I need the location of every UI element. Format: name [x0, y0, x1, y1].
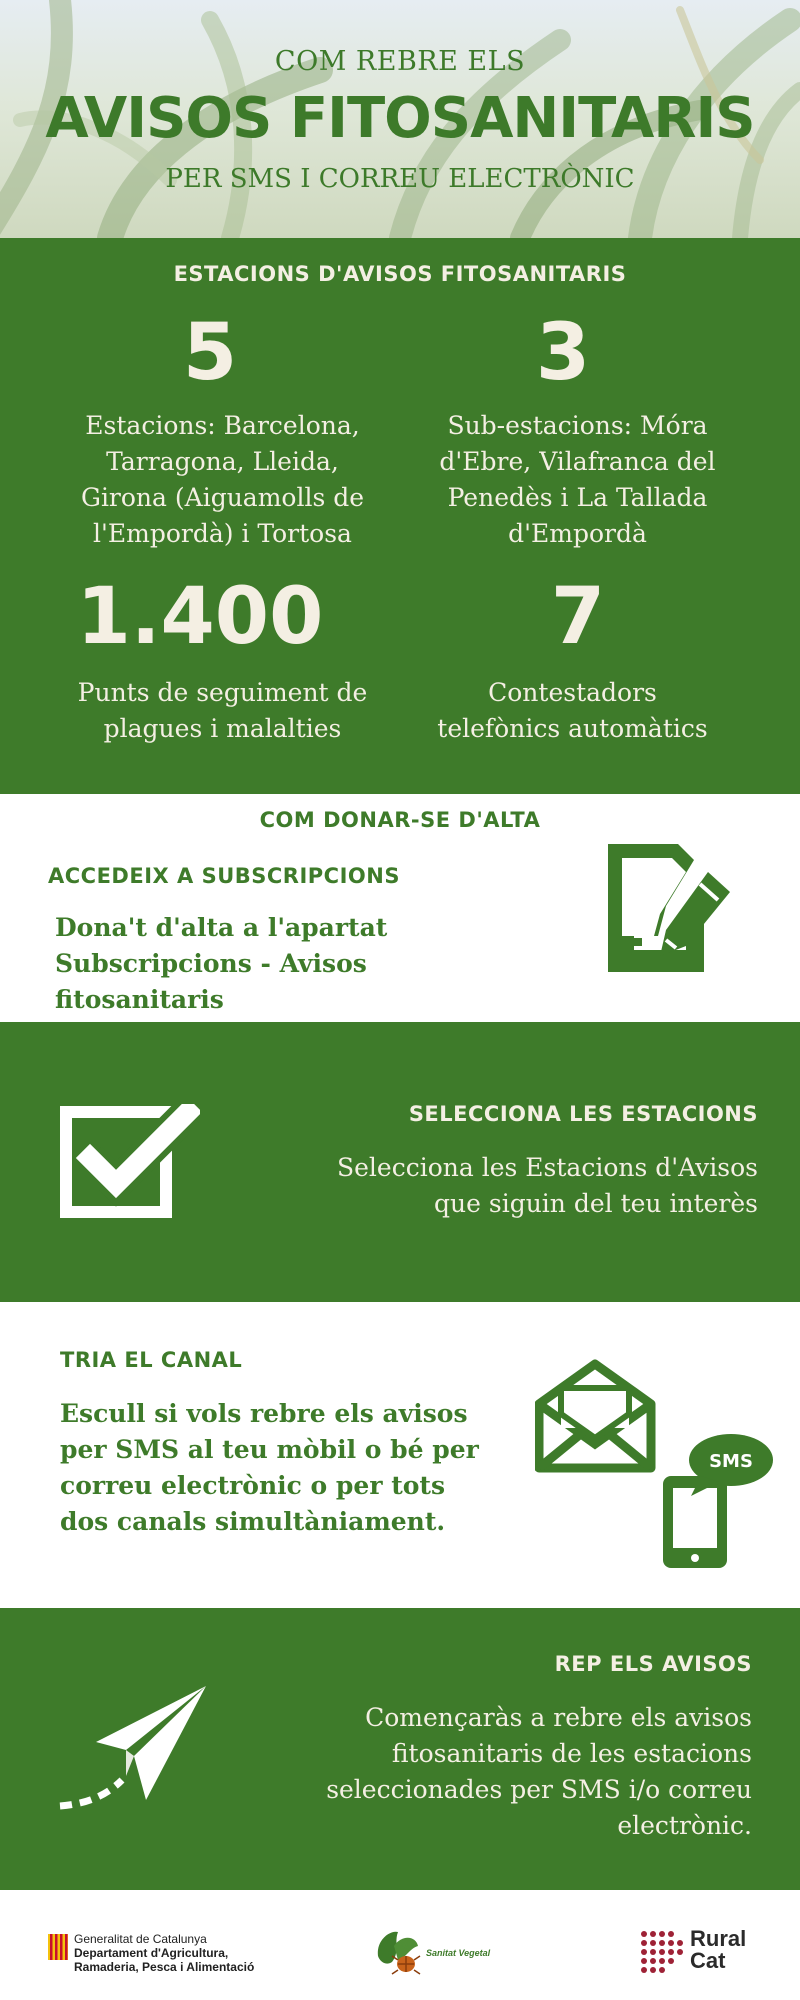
leaf-bug-icon: [372, 1926, 424, 1978]
stat-number-stations: 5: [182, 308, 238, 398]
stat-desc-stations: Estacions: Barcelona, Tarragona, Lleida, Girona (Aiguamolls de l'Empordà) i Tortosa: [80, 411, 365, 548]
select-stations-section: [0, 1022, 800, 1302]
envelope-icon: [539, 1364, 651, 1468]
step-3-text: Escull si vols rebre els avisos per SMS al teu mòbil o bé per correu electrònic o per tots dos canals simultàniament.: [60, 1399, 479, 1536]
step-2-text: Selecciona les Estacions d'Avisos que siguin del teu interès: [337, 1153, 758, 1218]
stations-title: ESTACIONS D'AVISOS FITOSANITARIS: [173, 262, 627, 286]
generalitat-logo: [48, 1932, 255, 1974]
ruralcat-dots-icon: [640, 1930, 684, 1974]
sms-bubble-icon: [689, 1434, 773, 1496]
ruralcat-text-line-1: Rural: [690, 1926, 747, 1951]
catalan-flag-icon: [48, 1934, 68, 1960]
stat-number-answering-machines: 7: [550, 572, 606, 662]
step-4-title: REP ELS AVISOS: [554, 1652, 752, 1676]
header-line-3: PER SMS I CORREU ELECTRÒNIC: [165, 164, 635, 194]
header-main-title: AVISOS FITOSANITARIS: [45, 86, 755, 151]
receive-alerts-section: [0, 1608, 800, 1890]
sanitat-vegetal-logo: [372, 1926, 491, 1983]
ruralcat-text-line-2: Cat: [690, 1948, 726, 1973]
header-banner: [0, 0, 800, 238]
department-name-line-1: Departament d'Agricultura,: [74, 1946, 229, 1960]
signup-title: COM DONAR-SE D'ALTA: [259, 808, 541, 832]
checkbox-icon: [60, 1104, 200, 1224]
stat-number-monitoring-points: 1.400: [76, 572, 324, 662]
email-sms-icon: [535, 1358, 775, 1568]
department-name-line-2: Ramaderia, Pesca i Alimentació: [74, 1960, 255, 1974]
paper-plane-icon: [56, 1680, 216, 1820]
step-1-title: ACCEDEIX A SUBSCRIPCIONS: [48, 864, 400, 888]
step-1-text: Dona't d'alta a l'apartat Subscripcions - Avisos fitosanitaris: [55, 913, 388, 1014]
stat-number-substations: 3: [535, 308, 591, 398]
stat-desc-answering-machines: Contestadors telefònics automàtics: [437, 678, 708, 743]
signed-document-icon: [600, 842, 740, 982]
stat-desc-substations: Sub-estacions: Móra d'Ebre, Vilafranca del Penedès i La Tallada d'Empordà: [439, 411, 716, 548]
generalitat-name: Generalitat de Catalunya: [74, 1932, 207, 1946]
choose-channel-section: [0, 1302, 800, 1608]
step-2-title: SELECCIONA LES ESTACIONS: [408, 1102, 758, 1126]
signup-section: [0, 794, 800, 1022]
footer-logos: [0, 1890, 800, 2000]
header-line-1: COM REBRE ELS: [274, 46, 526, 77]
step-3-title: TRIA EL CANAL: [60, 1348, 243, 1372]
step-4-text: Començaràs a rebre els avisos fitosanitaris de les estacions seleccionades per SMS i/o correu electrònic.: [326, 1703, 752, 1840]
stat-desc-monitoring-points: Punts de seguiment de plagues i malalties: [77, 678, 368, 743]
stations-section: [0, 238, 800, 794]
ruralcat-logo: [640, 1926, 747, 1979]
sanitat-vegetal-text: Sanitat Vegetal: [426, 1948, 491, 1958]
sms-label: SMS: [709, 1451, 753, 1472]
